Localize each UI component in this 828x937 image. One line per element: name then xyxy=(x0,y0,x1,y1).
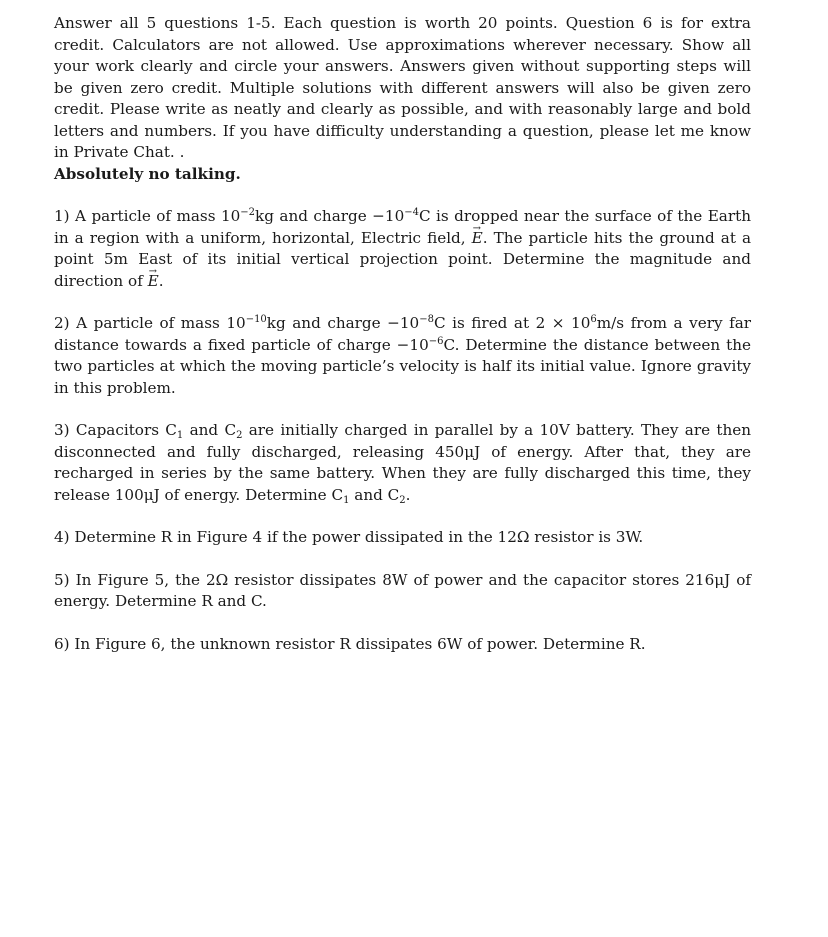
question-number: 6) xyxy=(54,634,70,653)
exponent: −8 xyxy=(419,314,434,325)
electric-field-vector: → E xyxy=(148,271,159,293)
question-text: and C xyxy=(189,421,237,439)
question-5 xyxy=(54,570,751,613)
question-text: . The particle hits the ground at a point 5m East of its initial vertical projection point. Determine the magnitude and direction of xyxy=(54,228,752,290)
instructions-paragraph xyxy=(54,13,751,185)
question-text: . xyxy=(158,271,164,290)
exponent: 6 xyxy=(590,314,597,325)
question-text: In Figure 6, the unknown resistor R dissipates 6W of power. Determine R. xyxy=(74,634,646,653)
question-text: In Figure 5, the 2Ω resistor dissipates 8W of power and the capacitor stores 216μJ of energy. Determine R and C. xyxy=(54,570,751,610)
exponent: −10 xyxy=(245,314,267,325)
question-1 xyxy=(54,206,751,292)
question-text: C is fired at 2 × 10 xyxy=(433,314,591,332)
question-text: m/s from a very far distance towards a fixed particle of charge −10 xyxy=(54,314,752,354)
exponent: −4 xyxy=(404,207,419,218)
question-text: kg and charge −10 xyxy=(266,314,420,332)
question-number: 1) xyxy=(54,207,70,225)
question-text: and C xyxy=(354,485,400,504)
question-3 xyxy=(54,420,751,506)
subscript: 1 xyxy=(176,430,184,441)
question-text: kg and charge −10 xyxy=(255,207,405,225)
question-4 xyxy=(54,527,751,549)
exam-page xyxy=(54,13,751,676)
electric-field-vector: → E xyxy=(472,228,483,250)
question-6 xyxy=(54,634,751,656)
no-talking-notice: Absolutely no talking. xyxy=(54,164,241,183)
question-text: Capacitors C xyxy=(75,421,177,439)
question-number: 3) xyxy=(54,421,70,439)
subscript: 2 xyxy=(236,430,243,441)
question-text: are initially charged in parallel by a 10V battery. They are then disconnected and fully discharged, releasing 450μJ of energy. After that, they are recharged in series by the same battery. When they are fully discharged this time, they release 100μJ of energy. Determine C xyxy=(54,421,752,504)
instructions-text: Answer all 5 questions 1-5. Each question is worth 20 points. Question 6 is for extra credit. Calculators are not allowed. Use approximations wherever necessary. Show all your work clearly and circle your answers. Answers given without supporting steps will be given zero credit. Multiple solutions with different answers will also be given zero credit. Please write as neatly and clearly as possible, and with reasonably large and bold letters and numbers. If you have difficulty understanding a question, please let me know in Private Chat. . xyxy=(54,14,751,161)
question-text: Determine R in Figure 4 if the power dissipated in the 12Ω resistor is 3W. xyxy=(74,528,644,546)
question-text: C. Determine the distance between the two particles at which the moving particle’s velocity is half its initial value. Ignore gravity in this problem. xyxy=(54,335,751,397)
question-text: A particle of mass 10 xyxy=(76,314,246,332)
question-number: 4) xyxy=(54,528,70,546)
subscript: 1 xyxy=(343,494,350,506)
exponent: −6 xyxy=(428,335,444,347)
question-text: C is dropped near the surface of the Earth in a region with a uniform, horizontal, Electric field, xyxy=(54,207,751,247)
exponent: −2 xyxy=(240,207,256,218)
subscript: 2 xyxy=(399,494,406,506)
question-text: . xyxy=(405,485,411,504)
question-number: 2) xyxy=(54,314,70,332)
question-text: A particle of mass 10 xyxy=(75,207,241,225)
question-2 xyxy=(54,313,751,399)
question-number: 5) xyxy=(54,570,70,589)
